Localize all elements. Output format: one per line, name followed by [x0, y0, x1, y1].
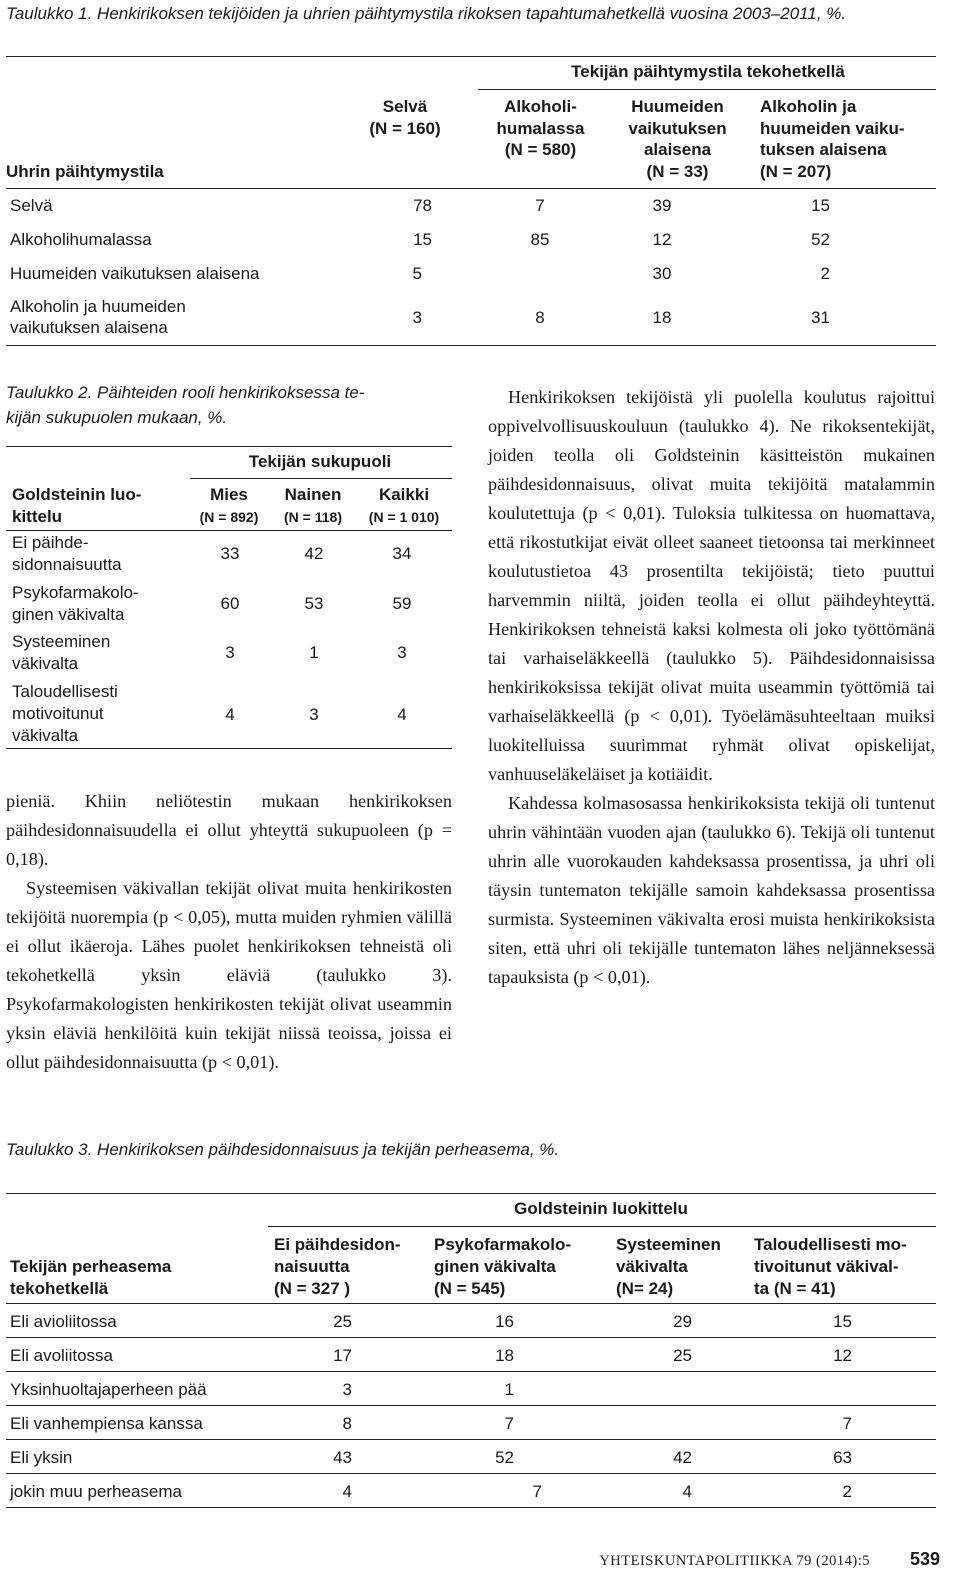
cell: 7: [504, 1414, 514, 1433]
col-line: ta (N = 41): [754, 1279, 836, 1298]
header-line: Goldsteinin luo-: [12, 485, 142, 504]
table3-col-2: [434, 1234, 604, 1300]
cell: 7: [532, 1482, 542, 1501]
cell: 12: [652, 230, 672, 249]
cell: 3: [309, 705, 319, 724]
cell: 8: [535, 308, 545, 327]
left-text-column: [6, 787, 452, 1077]
row-divider: [6, 1405, 936, 1406]
row-divider: [6, 1439, 936, 1440]
table3-group-header: Goldsteinin luokittelu: [514, 1199, 688, 1218]
caption-line: Taulukko 2. Päihteiden rooli henkirikoksessa te-: [6, 383, 365, 402]
cell: 1: [309, 643, 319, 662]
label-line: Taloudellisesti: [12, 682, 118, 701]
col-line: vaikutuksen: [628, 118, 727, 138]
label-line: Ei päihde-: [12, 533, 89, 552]
table3-top-rule: [6, 1193, 936, 1194]
col-line: (N = 580): [504, 140, 577, 159]
header-line: Tekijän perheasema: [10, 1257, 172, 1276]
cell: 59: [392, 594, 412, 613]
row-label: Eli vanhempiensa kanssa: [10, 1414, 203, 1433]
col-line: Taloudellisesti mo-: [754, 1235, 907, 1254]
col-line: (N = 33): [646, 161, 709, 181]
paragraph: Kahdessa kolmasosassa henkirikoksista tekijä oli tuntenut uhrin vähintään vuoden ajan (taulukko 6). Tekijä oli tuntenut uhrin alle vuorokauden kahdeksassa prosentissa, ja uhri oli täysin tuntematon tekijälle samoin kahdeksassa prosentissa surmista. Systeeminen väkivalta erosi muista henkirikoksista siten, että uhri oli tekijälle tuntematon lähes neljänneksessä tapauksista (p < 0,01).: [488, 793, 935, 987]
table1-col-3: [610, 96, 745, 182]
caption-line: kijän sukupuolen mukaan, %.: [6, 408, 228, 427]
cell: 53: [304, 594, 324, 613]
page-number: 539: [909, 1549, 940, 1569]
cell: 15: [811, 196, 830, 215]
col-line: (N= 24): [616, 1279, 674, 1298]
cell: 4: [682, 1482, 692, 1501]
cell: 3: [342, 1380, 352, 1399]
col-line: humalassa: [496, 118, 585, 138]
row-label: Selvä: [10, 196, 53, 215]
journal-footer: YHTEISKUNTAPOLITIIKKA 79 (2014):5: [599, 1553, 870, 1569]
label-line: sidonnaisuutta: [12, 555, 122, 574]
cell: 8: [342, 1414, 352, 1433]
table2-col-3: [356, 484, 452, 528]
col-line: huumeiden vaiku-: [760, 118, 905, 138]
cell: 52: [495, 1448, 514, 1467]
row-label: Alkoholin ja huumeiden: [10, 297, 186, 316]
table3-col-3: [616, 1234, 746, 1300]
header-line: tekohetkellä: [10, 1279, 109, 1298]
table1-caption: Taulukko 1. Henkirikoksen tekijöiden ja uhrien päihtymystila rikoksen tapahtumahetkellä vuosina 2003–2011, %.: [6, 4, 847, 23]
cell: 18: [652, 308, 672, 327]
cell: 25: [333, 1312, 352, 1331]
col-line: (N = 207): [760, 161, 832, 181]
cell: 60: [220, 594, 240, 613]
table3-bottom-rule: [6, 1507, 936, 1508]
cell: 29: [673, 1312, 692, 1331]
row-label: vaikutuksen alaisena: [10, 318, 168, 337]
cell: 4: [225, 705, 235, 724]
table2-group-rule: [190, 478, 452, 479]
row-label: jokin muu perheasema: [10, 1482, 182, 1501]
cell: 85: [530, 230, 550, 249]
table1-row: [10, 196, 53, 216]
col-line: Selvä: [382, 97, 428, 116]
col-line: Systeeminen: [616, 1235, 721, 1254]
table1-row: [10, 264, 260, 284]
col-line: alaisena: [643, 140, 712, 159]
col-line: tuksen alaisena: [760, 140, 887, 159]
col-line: Ei päihdesidon-: [274, 1235, 401, 1254]
col-line: tivoitunut väkival-: [754, 1257, 899, 1276]
row-divider: [6, 1371, 936, 1372]
table3-caption: Taulukko 3. Henkirikoksen päihdesidonnaisuus ja tekijän perheasema, %.: [6, 1140, 560, 1159]
cell: 3: [397, 643, 407, 662]
header-line: kittelu: [12, 507, 63, 526]
row-label: Eli avoliitossa: [10, 1346, 113, 1365]
cell: 1: [504, 1380, 514, 1399]
col-label: Nainen: [284, 485, 342, 504]
col-line: Alkoholin ja: [760, 97, 857, 116]
col-line: Psykofarmakolo-: [434, 1235, 571, 1254]
cell: 12: [833, 1346, 852, 1365]
col-n: (N = 892): [199, 509, 259, 525]
col-line: (N = 545): [434, 1279, 506, 1298]
table1-header-rule: [6, 188, 936, 189]
table2-caption: [6, 380, 456, 430]
table3-col-1: [274, 1234, 434, 1300]
table1-col-1: [345, 96, 465, 139]
cell: 30: [652, 264, 672, 283]
cell: 7: [535, 196, 545, 215]
table1-col-headers: [0, 96, 960, 186]
cell: 18: [495, 1346, 514, 1365]
table2-group-header: Tekijän sukupuoli: [248, 452, 392, 471]
table1-col-2: [478, 96, 603, 161]
cell: 52: [811, 230, 830, 249]
cell: 16: [495, 1312, 514, 1331]
table1-group-rule: [478, 89, 936, 90]
cell: 15: [833, 1312, 852, 1331]
table2-row-label: [12, 681, 118, 747]
row-label: Eli avioliitossa: [10, 1312, 117, 1331]
cell: 3: [225, 643, 235, 662]
cell: 7: [842, 1414, 852, 1433]
cell: 43: [333, 1448, 352, 1467]
table3-group-rule: [268, 1226, 936, 1227]
label-line: ginen väkivalta: [12, 605, 125, 624]
table2-row-label: [12, 582, 139, 626]
col-label: Kaikki: [378, 485, 430, 504]
table2-col-1: [188, 484, 270, 528]
label-line: väkivalta: [12, 726, 79, 745]
table3-col-4: [754, 1234, 939, 1300]
col-n: (N = 1 010): [368, 509, 440, 525]
col-line: naisuutta: [274, 1257, 350, 1276]
col-n: (N = 118): [284, 509, 342, 525]
table1-row: [10, 296, 186, 338]
cell: 4: [397, 705, 407, 724]
table2-top-rule: [6, 446, 452, 447]
table2-bottom-rule: [6, 748, 452, 749]
row-divider: [6, 1473, 936, 1474]
table3-header-rule: [6, 1303, 936, 1304]
cell: 5: [412, 264, 422, 283]
cell: 15: [413, 230, 432, 249]
table2-row-header: [12, 484, 141, 528]
row-label: Alkoholihumalassa: [10, 230, 152, 249]
label-line: motivoitunut: [12, 704, 104, 723]
col-line: ginen väkivalta: [434, 1257, 556, 1276]
table1-col-4: [760, 96, 940, 182]
table2-header-rule: [6, 530, 452, 531]
table2-row-label: [12, 532, 122, 576]
right-text-column: [488, 383, 935, 992]
table2-col-2: [272, 484, 354, 528]
cell: 4: [342, 1482, 352, 1501]
paragraph: Henkirikoksen tekijöistä yli puolella koulutus rajoittui oppivelvollisuuskouluun (taulukko 4). Ne rikoksentekijät, joiden teolla oli Goldsteinin käsitteistön mukainen päihdesidonnaisuus, olivat muita tekijöitä matalammin koulutettuja (p < 0,01). Tuloksia tulkitessa on huomattava, että rikostutkijat eivät olleet saaneet tietoonsa tai merkinneet koulutustietoa 43 prosentilta tekijöistä; tieto puuttui harvemmin niiltä, joiden teolla ei ollut päihdeyhteyttä. Henkirikoksen tehneistä kaksi kolmesta oli joko työttömänä tai varhaiseläkkeellä (taulukko 5). Päihdesidonnaisissa henkirikoksissa tekijät olivat muita useammin työttömiä tai varhaiseläkkeellä (p < 0,01). Työelämäsuhteeltaan muiksi luokitelluissa suurimmat ryhmät olivat opiskelijat, vanhuuseläkeläiset ja kotiäidit.: [488, 387, 935, 784]
table1-row: [10, 230, 152, 250]
cell: 17: [333, 1346, 352, 1365]
col-line: Huumeiden: [631, 97, 724, 116]
cell: 33: [220, 544, 240, 563]
table2-row-label: [12, 631, 110, 675]
col-label: Mies: [210, 485, 248, 504]
col-line: väkivalta: [616, 1257, 688, 1276]
table1-group-header: Tekijän päihtymystila tekohetkellä: [571, 62, 845, 81]
label-line: Psykofarmakolo-: [12, 583, 139, 602]
table1-row-header: Uhrin päihtymystila: [6, 162, 164, 181]
cell: 34: [392, 544, 412, 563]
table1-bottom-rule: [6, 345, 936, 346]
paragraph: pieniä. Khiin neliötestin mukaan henkirikoksen päihdesidonnaisuudella ei ollut yhteyttä sukupuoleen (p = 0,18).: [6, 791, 452, 869]
cell: 63: [833, 1448, 852, 1467]
cell: 2: [842, 1482, 852, 1501]
col-line: (N = 327 ): [274, 1279, 351, 1298]
row-label: Huumeiden vaikutuksen alaisena: [10, 264, 260, 283]
cell: 42: [304, 544, 324, 563]
cell: 78: [413, 196, 432, 215]
cell: 39: [652, 196, 672, 215]
paragraph: Systeemisen väkivallan tekijät olivat muita henkirikosten tekijöitä nuorempia (p < 0,05), mutta muiden ryhmien välillä ei ollut ikäeroja. Lähes puolet henkirikoksen tehneistä oli tekohetkellä yksin eläviä (taulukko 3). Psykofarmakologisten henkirikosten tekijät olivat useammin yksin eläviä henkilöitä kuin tekijät niissä teoissa, joissa ei ollut päihdesidonnaisuutta (p < 0,01).: [6, 878, 452, 1072]
row-divider: [6, 1337, 936, 1338]
cell: 3: [412, 308, 422, 327]
table3-row-header: [10, 1256, 171, 1300]
row-label: Eli yksin: [10, 1448, 73, 1467]
cell: 25: [673, 1346, 692, 1365]
label-line: Systeeminen: [12, 632, 111, 651]
cell: 2: [820, 264, 830, 283]
cell: 31: [811, 308, 830, 327]
table1-top-rule: [6, 56, 936, 57]
col-line: (N = 160): [369, 118, 441, 138]
row-label: Yksinhuoltajaperheen pää: [10, 1380, 207, 1399]
cell: 42: [673, 1448, 692, 1467]
col-line: Alkoholi-: [504, 97, 577, 116]
label-line: väkivalta: [12, 654, 79, 673]
